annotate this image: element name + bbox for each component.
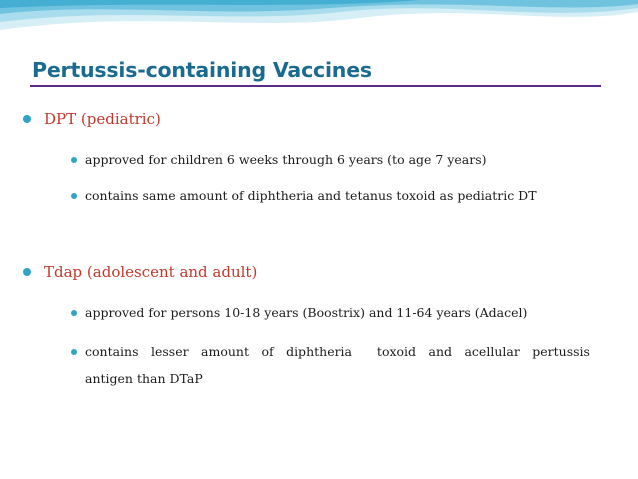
section-heading-tdap — [23, 263, 257, 281]
word: pertussis — [532, 344, 590, 359]
section-heading-label: Tdap (adolescent and adult) — [44, 263, 258, 281]
section-heading-dpt — [23, 110, 161, 128]
list-item — [71, 152, 487, 167]
bullet-dot-icon — [71, 157, 77, 163]
word: lesser — [150, 344, 189, 359]
title-underline — [30, 85, 601, 87]
list-item-text-line1 — [85, 344, 590, 359]
slide-title: Pertussis-containing Vaccines — [32, 58, 372, 82]
list-item — [71, 344, 590, 359]
bullet-dot-icon — [71, 310, 77, 316]
bullet-dot-icon — [23, 268, 31, 276]
list-item — [71, 188, 537, 203]
bullet-dot-icon — [71, 349, 77, 355]
word: amount — [201, 344, 249, 359]
word: and — [428, 344, 453, 359]
section-heading-label: DPT (pediatric) — [44, 110, 161, 128]
word: diphtheria — [286, 344, 353, 359]
word: toxoid — [376, 344, 417, 359]
list-item-text: contains same amount of diphtheria and tetanus toxoid as pediatric DT — [85, 188, 537, 203]
list-item-text-line2: antigen than DTaP — [85, 371, 203, 386]
word: acellular — [464, 344, 520, 359]
word: contains — [85, 344, 139, 359]
wave-graphic — [0, 0, 638, 60]
bullet-dot-icon — [23, 115, 31, 123]
list-item — [71, 305, 527, 320]
wave-header-decoration — [0, 0, 638, 60]
list-item-text: approved for children 6 weeks through 6 years (to age 7 years) — [85, 152, 487, 167]
list-item-text: approved for persons 10-18 years (Boostrix) and 11-64 years (Adacel) — [85, 305, 528, 320]
word: of — [261, 344, 274, 359]
bullet-dot-icon — [71, 193, 77, 199]
